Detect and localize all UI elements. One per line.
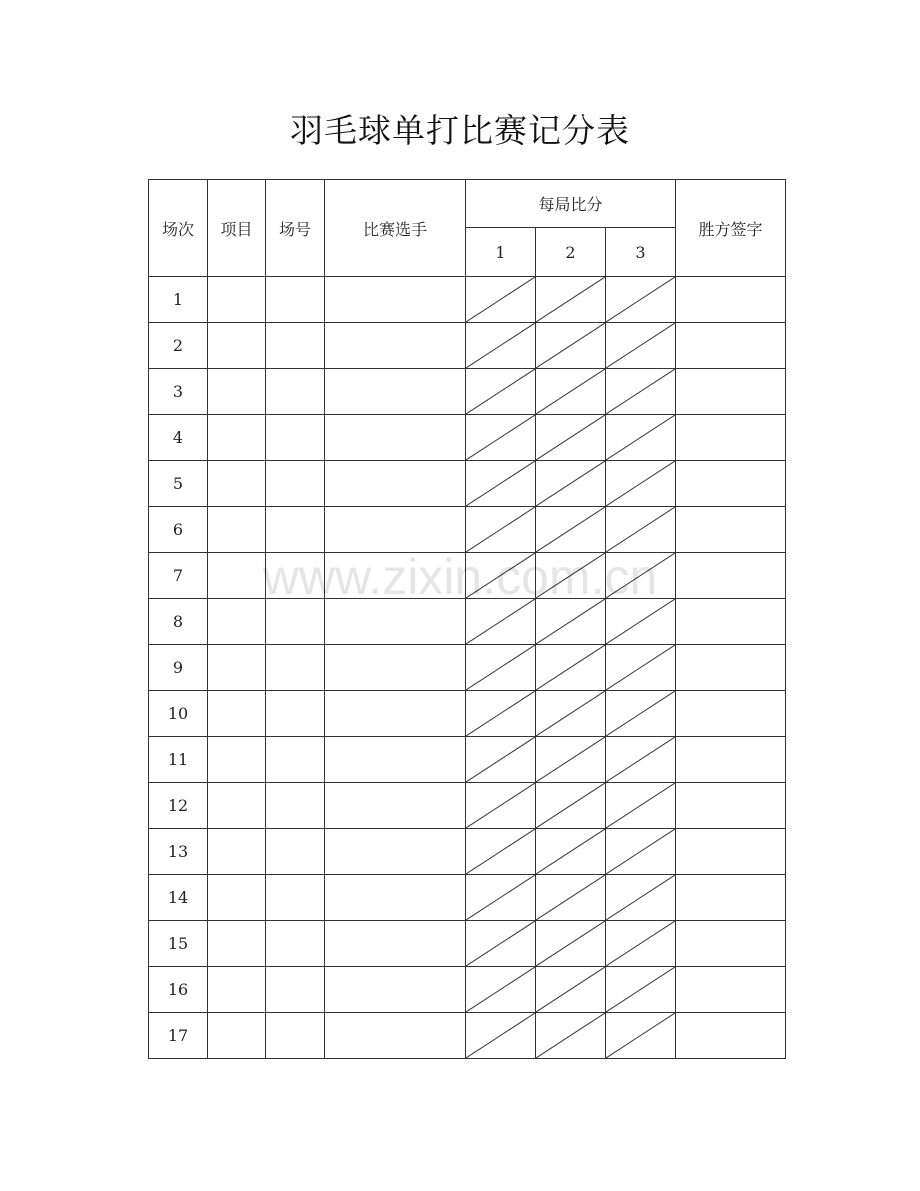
score-divider [536, 829, 605, 874]
score-divider [606, 645, 675, 690]
match-number-cell: 9 [149, 645, 208, 691]
players-cell[interactable] [325, 277, 466, 323]
score-divider [606, 829, 675, 874]
court-no-cell[interactable] [266, 369, 325, 415]
diagonal-line [536, 461, 605, 506]
court-no-cell[interactable] [266, 645, 325, 691]
game-2-score-cell[interactable] [536, 277, 606, 323]
game-1-score-cell[interactable] [466, 323, 536, 369]
score-divider [466, 553, 535, 598]
game-3-score-cell[interactable] [606, 737, 676, 783]
players-cell[interactable] [325, 691, 466, 737]
diagonal-line [606, 415, 675, 460]
table-row [149, 599, 786, 645]
winner-signature-cell[interactable] [676, 553, 786, 599]
event-cell[interactable] [208, 645, 266, 691]
match-number-cell: 3 [149, 369, 208, 415]
score-divider [606, 967, 675, 1012]
court-no-cell[interactable] [266, 323, 325, 369]
diagonal-line [536, 415, 605, 460]
players-cell[interactable] [325, 645, 466, 691]
winner-signature-cell[interactable] [676, 599, 786, 645]
diagonal-line [536, 277, 605, 322]
score-divider [606, 1013, 675, 1058]
court-no-cell[interactable] [266, 737, 325, 783]
game-2-score-cell[interactable] [536, 645, 606, 691]
diagonal-line [536, 691, 605, 736]
score-divider [466, 645, 535, 690]
table-row [149, 691, 786, 737]
players-cell[interactable] [325, 1013, 466, 1059]
diagonal-line [536, 921, 605, 966]
table-row [149, 415, 786, 461]
court-no-cell[interactable] [266, 461, 325, 507]
score-divider [466, 507, 535, 552]
game-2-score-cell[interactable] [536, 967, 606, 1013]
table-row [149, 875, 786, 921]
score-divider [536, 967, 605, 1012]
game-1-score-cell[interactable] [466, 645, 536, 691]
court-no-cell[interactable] [266, 277, 325, 323]
game-2-score-cell[interactable] [536, 691, 606, 737]
score-divider [536, 645, 605, 690]
table-body [149, 277, 786, 1059]
header-row [149, 180, 786, 228]
game-3-score-cell[interactable] [606, 369, 676, 415]
game-1-score-cell[interactable] [466, 691, 536, 737]
diagonal-line [606, 507, 675, 552]
header-players: 比赛选手 [325, 180, 466, 277]
game-2-score-cell[interactable] [536, 415, 606, 461]
winner-signature-cell[interactable] [676, 783, 786, 829]
score-divider [466, 323, 535, 368]
diagonal-line [606, 967, 675, 1012]
diagonal-line [466, 645, 535, 690]
diagonal-line [466, 783, 535, 828]
match-number-cell: 14 [149, 875, 208, 921]
event-cell[interactable] [208, 1013, 266, 1059]
score-divider [606, 461, 675, 506]
court-no-cell[interactable] [266, 967, 325, 1013]
diagonal-line [606, 1013, 675, 1058]
winner-signature-cell[interactable] [676, 1013, 786, 1059]
score-divider [466, 599, 535, 644]
event-cell[interactable] [208, 323, 266, 369]
table-row [149, 277, 786, 323]
court-no-cell[interactable] [266, 507, 325, 553]
score-divider [606, 921, 675, 966]
score-divider [606, 277, 675, 322]
players-cell[interactable] [325, 921, 466, 967]
winner-signature-cell[interactable] [676, 737, 786, 783]
winner-signature-cell[interactable] [676, 829, 786, 875]
game-3-score-cell[interactable] [606, 645, 676, 691]
court-no-cell[interactable] [266, 875, 325, 921]
game-1-score-cell[interactable] [466, 369, 536, 415]
game-1-score-cell[interactable] [466, 1013, 536, 1059]
game-2-score-cell[interactable] [536, 599, 606, 645]
court-no-cell[interactable] [266, 691, 325, 737]
table-row [149, 783, 786, 829]
table-row [149, 1013, 786, 1059]
table-row [149, 553, 786, 599]
header-game-2: 2 [536, 228, 606, 277]
score-divider [536, 783, 605, 828]
players-cell[interactable] [325, 599, 466, 645]
score-divider [466, 1013, 535, 1058]
game-2-score-cell[interactable] [536, 369, 606, 415]
event-cell[interactable] [208, 921, 266, 967]
score-divider [606, 783, 675, 828]
game-3-score-cell[interactable] [606, 277, 676, 323]
table-row [149, 507, 786, 553]
game-3-score-cell[interactable] [606, 461, 676, 507]
players-cell[interactable] [325, 323, 466, 369]
game-2-score-cell[interactable] [536, 461, 606, 507]
table-row [149, 645, 786, 691]
winner-signature-cell[interactable] [676, 461, 786, 507]
diagonal-line [536, 783, 605, 828]
score-divider [536, 415, 605, 460]
diagonal-line [466, 737, 535, 782]
diagonal-line [466, 691, 535, 736]
match-number-cell: 5 [149, 461, 208, 507]
page-title: 羽毛球单打比赛记分表 [290, 111, 630, 150]
diagonal-line [466, 921, 535, 966]
match-number-cell: 16 [149, 967, 208, 1013]
event-cell[interactable] [208, 553, 266, 599]
event-cell[interactable] [208, 461, 266, 507]
score-divider [606, 875, 675, 920]
game-2-score-cell[interactable] [536, 921, 606, 967]
players-cell[interactable] [325, 967, 466, 1013]
diagonal-line [466, 553, 535, 598]
diagonal-line [536, 875, 605, 920]
score-divider [466, 461, 535, 506]
game-1-score-cell[interactable] [466, 921, 536, 967]
diagonal-line [466, 323, 535, 368]
diagonal-line [466, 369, 535, 414]
winner-signature-cell[interactable] [676, 645, 786, 691]
score-divider [466, 691, 535, 736]
game-1-score-cell[interactable] [466, 737, 536, 783]
game-2-score-cell[interactable] [536, 553, 606, 599]
players-cell[interactable] [325, 783, 466, 829]
diagonal-line [606, 277, 675, 322]
score-divider [536, 737, 605, 782]
diagonal-line [536, 737, 605, 782]
score-divider [606, 369, 675, 414]
match-number-cell: 8 [149, 599, 208, 645]
players-cell[interactable] [325, 875, 466, 921]
event-cell[interactable] [208, 277, 266, 323]
players-cell[interactable] [325, 369, 466, 415]
game-1-score-cell[interactable] [466, 829, 536, 875]
watermark: www.zixin.com.cn [262, 549, 658, 605]
game-3-score-cell[interactable] [606, 553, 676, 599]
score-divider [536, 507, 605, 552]
winner-signature-cell[interactable] [676, 507, 786, 553]
table-row [149, 323, 786, 369]
header-game-1: 1 [466, 228, 536, 277]
score-divider [466, 277, 535, 322]
diagonal-line [536, 369, 605, 414]
score-divider [606, 737, 675, 782]
players-cell[interactable] [325, 737, 466, 783]
game-3-score-cell[interactable] [606, 1013, 676, 1059]
table-row [149, 737, 786, 783]
table-row [149, 369, 786, 415]
header-game-3: 3 [606, 228, 676, 277]
match-number-cell: 12 [149, 783, 208, 829]
match-number-cell: 4 [149, 415, 208, 461]
event-cell[interactable] [208, 415, 266, 461]
score-divider [536, 921, 605, 966]
event-cell[interactable] [208, 783, 266, 829]
court-no-cell[interactable] [266, 415, 325, 461]
winner-signature-cell[interactable] [676, 691, 786, 737]
table-row [149, 921, 786, 967]
game-2-score-cell[interactable] [536, 737, 606, 783]
score-divider [536, 1013, 605, 1058]
game-3-score-cell[interactable] [606, 691, 676, 737]
score-table [148, 179, 786, 1059]
match-number-cell: 1 [149, 277, 208, 323]
header-match-no: 场次 [149, 180, 208, 277]
diagonal-line [606, 645, 675, 690]
match-number-cell: 13 [149, 829, 208, 875]
event-cell[interactable] [208, 737, 266, 783]
header-game-scores: 每局比分 [466, 180, 676, 228]
score-divider [466, 737, 535, 782]
diagonal-line [536, 599, 605, 644]
header-event: 项目 [208, 180, 266, 277]
event-cell[interactable] [208, 599, 266, 645]
diagonal-line [466, 507, 535, 552]
diagonal-line [536, 1013, 605, 1058]
score-divider [466, 829, 535, 874]
players-cell[interactable] [325, 507, 466, 553]
diagonal-line [466, 461, 535, 506]
match-number-cell: 7 [149, 553, 208, 599]
score-divider [466, 967, 535, 1012]
score-divider [466, 921, 535, 966]
match-number-cell: 2 [149, 323, 208, 369]
match-number-cell: 11 [149, 737, 208, 783]
table-row [149, 967, 786, 1013]
game-3-score-cell[interactable] [606, 783, 676, 829]
winner-signature-cell[interactable] [676, 967, 786, 1013]
diagonal-line [466, 599, 535, 644]
match-number-cell: 10 [149, 691, 208, 737]
game-3-score-cell[interactable] [606, 507, 676, 553]
winner-signature-cell[interactable] [676, 277, 786, 323]
game-2-score-cell[interactable] [536, 829, 606, 875]
diagonal-line [466, 875, 535, 920]
score-divider [536, 553, 605, 598]
diagonal-line [606, 783, 675, 828]
game-2-score-cell[interactable] [536, 1013, 606, 1059]
score-divider [466, 875, 535, 920]
diagonal-line [536, 829, 605, 874]
diagonal-line [466, 415, 535, 460]
match-number-cell: 17 [149, 1013, 208, 1059]
table-row [149, 461, 786, 507]
winner-signature-cell[interactable] [676, 875, 786, 921]
game-3-score-cell[interactable] [606, 829, 676, 875]
score-divider [466, 369, 535, 414]
score-divider [606, 415, 675, 460]
game-1-score-cell[interactable] [466, 599, 536, 645]
game-2-score-cell[interactable] [536, 507, 606, 553]
winner-signature-cell[interactable] [676, 369, 786, 415]
event-cell[interactable] [208, 829, 266, 875]
diagonal-line [606, 323, 675, 368]
diagonal-line [606, 875, 675, 920]
table-row [149, 829, 786, 875]
diagonal-line [536, 323, 605, 368]
diagonal-line [606, 737, 675, 782]
game-2-score-cell[interactable] [536, 323, 606, 369]
diagonal-line [536, 645, 605, 690]
game-3-score-cell[interactable] [606, 599, 676, 645]
diagonal-line [466, 277, 535, 322]
diagonal-line [466, 829, 535, 874]
winner-signature-cell[interactable] [676, 415, 786, 461]
event-cell[interactable] [208, 369, 266, 415]
score-divider [606, 553, 675, 598]
court-no-cell[interactable] [266, 553, 325, 599]
diagonal-line [466, 1013, 535, 1058]
game-1-score-cell[interactable] [466, 967, 536, 1013]
event-cell[interactable] [208, 507, 266, 553]
match-number-cell: 6 [149, 507, 208, 553]
players-cell[interactable] [325, 415, 466, 461]
event-cell[interactable] [208, 875, 266, 921]
game-3-score-cell[interactable] [606, 415, 676, 461]
players-cell[interactable] [325, 553, 466, 599]
score-divider [536, 323, 605, 368]
diagonal-line [606, 553, 675, 598]
game-2-score-cell[interactable] [536, 783, 606, 829]
score-divider [536, 369, 605, 414]
diagonal-line [466, 967, 535, 1012]
diagonal-line [606, 599, 675, 644]
diagonal-line [606, 921, 675, 966]
event-cell[interactable] [208, 967, 266, 1013]
court-no-cell[interactable] [266, 783, 325, 829]
score-divider [536, 875, 605, 920]
diagonal-line [606, 369, 675, 414]
diagonal-line [536, 507, 605, 552]
score-divider [466, 415, 535, 460]
game-3-score-cell[interactable] [606, 875, 676, 921]
game-1-score-cell[interactable] [466, 783, 536, 829]
game-1-score-cell[interactable] [466, 875, 536, 921]
game-3-score-cell[interactable] [606, 967, 676, 1013]
diagonal-line [606, 829, 675, 874]
game-1-score-cell[interactable] [466, 461, 536, 507]
winner-signature-cell[interactable] [676, 323, 786, 369]
header-court-no: 场号 [266, 180, 325, 277]
game-1-score-cell[interactable] [466, 507, 536, 553]
game-1-score-cell[interactable] [466, 553, 536, 599]
diagonal-line [536, 967, 605, 1012]
score-divider [606, 323, 675, 368]
header-winner-signature: 胜方签字 [676, 180, 786, 277]
match-number-cell: 15 [149, 921, 208, 967]
court-no-cell[interactable] [266, 1013, 325, 1059]
players-cell[interactable] [325, 461, 466, 507]
score-divider [606, 507, 675, 552]
score-divider [536, 691, 605, 736]
game-3-score-cell[interactable] [606, 323, 676, 369]
game-1-score-cell[interactable] [466, 415, 536, 461]
score-divider [606, 691, 675, 736]
score-divider [466, 783, 535, 828]
event-cell[interactable] [208, 691, 266, 737]
score-divider [536, 599, 605, 644]
winner-signature-cell[interactable] [676, 921, 786, 967]
score-divider [536, 277, 605, 322]
diagonal-line [606, 461, 675, 506]
game-2-score-cell[interactable] [536, 875, 606, 921]
diagonal-line [606, 691, 675, 736]
score-divider [606, 599, 675, 644]
game-3-score-cell[interactable] [606, 921, 676, 967]
court-no-cell[interactable] [266, 599, 325, 645]
court-no-cell[interactable] [266, 921, 325, 967]
diagonal-line [536, 553, 605, 598]
game-1-score-cell[interactable] [466, 277, 536, 323]
players-cell[interactable] [325, 829, 466, 875]
court-no-cell[interactable] [266, 829, 325, 875]
score-divider [536, 461, 605, 506]
